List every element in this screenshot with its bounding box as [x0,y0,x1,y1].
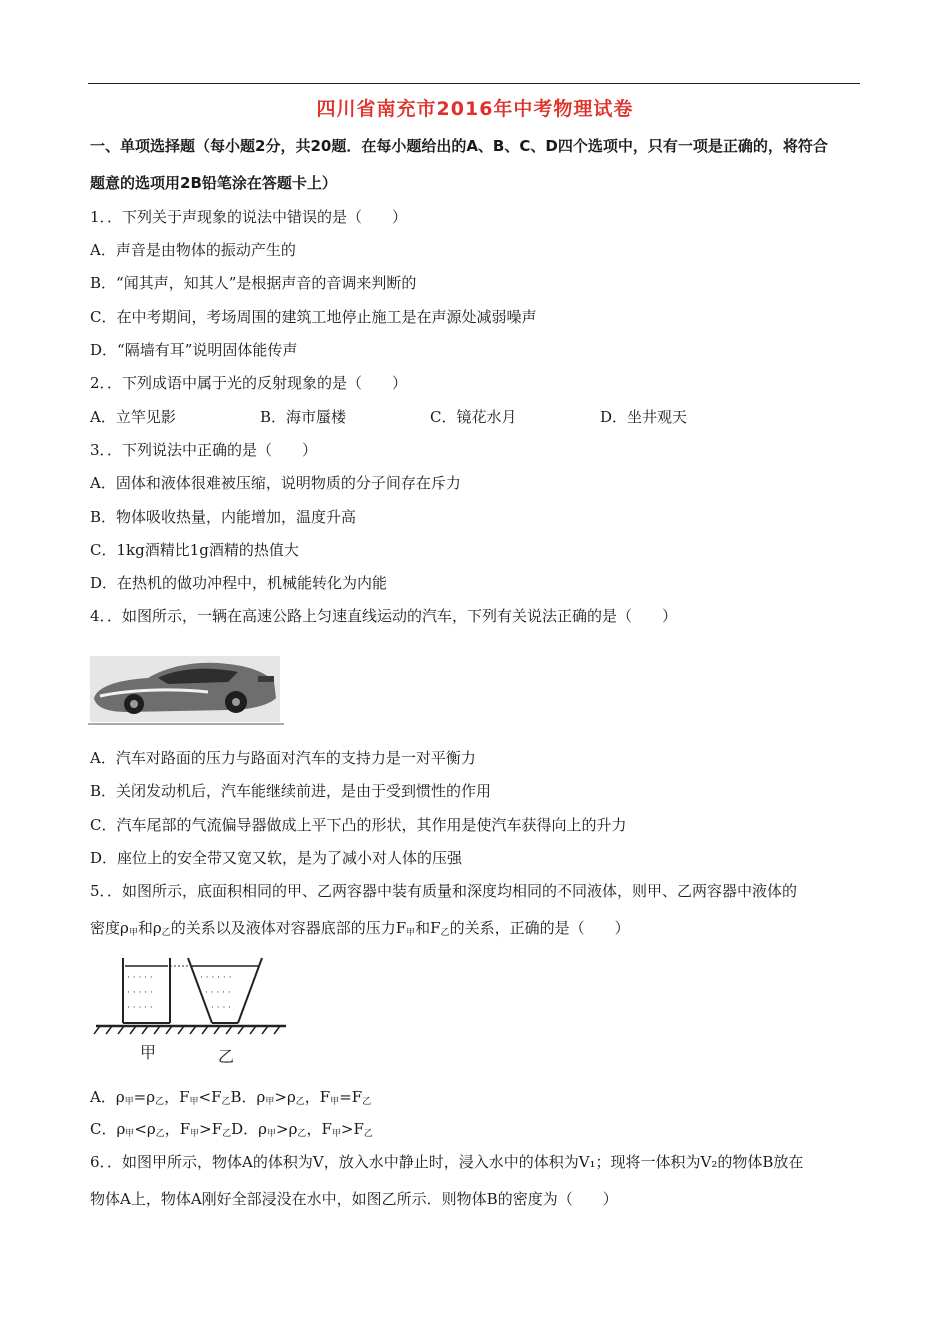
subscript-yi: 乙 [295,1097,305,1107]
q6-stem-line2: 物体A上，物体A刚好全部浸没在水中，如图乙所示．则物体B的密度为（ ） [90,1190,618,1208]
q1-option-a: A．声音是由物体的振动产生的 [90,241,296,259]
q2-stem: 2．．下列成语中属于光的反射现象的是（ ） [90,374,408,392]
section-heading-line2: 题意的选项用2B铅笔涂在答题卡上） [90,174,337,192]
q5-option-c-label: C．ρ [90,1120,126,1138]
q5-options-row2: C．$\rho_甲<\rho_乙$，$F_甲>F_乙D$．$\rho_甲>\rho_乙$，$F_甲>F_乙$ [90,1120,373,1139]
q5-stem-line1: 5．．如图所示，底面积相同的甲、乙两容器中装有质量和深度均相同的不同液体，则甲、乙两容器中液体的 [90,882,798,900]
q4-option-b: B．关闭发动机后，汽车能继续前进，是由于受到惯性的作用 [90,782,492,800]
subscript-jia: 甲 [189,1097,199,1107]
svg-text:· · · ·: · · · · [211,1003,232,1013]
subscript-yi: 乙 [222,1129,232,1139]
subscript-jia: 甲 [330,1097,340,1107]
q1-option-d: D．“隔墙有耳”说明固体能传声 [90,341,298,359]
q4-option-d: D．座位上的安全带又宽又软，是为了减小对人体的压强 [90,849,463,867]
q5-option-b-label: B．ρ [230,1088,266,1106]
subscript-yi: 乙 [362,1097,372,1107]
svg-text:· · · · · ·: · · · · · · [200,973,232,983]
subscript-jia: 甲 [406,928,416,938]
q5-options-row1: A．$\rho_甲=\rho_乙$，$F_甲<F_乙B$．$\rho_甲>\rho_乙$，$F_甲=F_乙$ [90,1088,372,1107]
header-rule [88,83,860,84]
q5-option-a-label: A．ρ [90,1088,125,1106]
q1-option-c: C．在中考期间，考场周围的建筑工地停止施工是在声源处减弱噪声 [90,308,537,326]
figure-label-yi: 乙 [218,1047,235,1066]
page-title: 四川省南充市2016年中考物理试卷 [316,98,634,120]
subscript-jia: 甲 [267,1129,277,1139]
q1-option-b: B．“闻其声，知其人”是根据声音的音调来判断的 [90,274,417,292]
subscript-yi: 乙 [221,1097,231,1107]
subscript-jia: 甲 [331,1129,341,1139]
q3-option-c: C．1kg酒精比1g酒精的热值大 [90,541,299,559]
subscript-yi: 乙 [155,1129,165,1139]
subscript-jia: 甲 [125,1129,135,1139]
q5-text-density: 密度ρ [90,919,129,937]
subscript-jia: 甲 [190,1129,200,1139]
q3-stem: 3．．下列说法中正确的是（ ） [90,441,318,459]
q2-option-c: C．镜花水月 [430,408,517,426]
subscript-jia: 甲 [265,1097,275,1107]
q4-option-a: A．汽车对路面的压力与路面对汽车的支持力是一对平衡力 [90,749,476,767]
q3-option-d: D．在热机的做功冲程中，机械能转化为内能 [90,574,388,592]
q5-text-force: 的关系以及液体对容器底部的压力F [170,919,407,937]
q3-option-a: A．固体和液体很难被压缩，说明物质的分子间存在斥力 [90,474,461,492]
figure-label-jia: 甲 [140,1043,157,1062]
subscript-yi: 乙 [155,1097,165,1107]
q5-text-relation: 的关系，正确的是（ ） [449,919,630,937]
car-figure [88,652,284,726]
q5-option-d-label: D．ρ [231,1120,268,1138]
svg-text:· · · · ·: · · · · · [127,988,153,998]
svg-text:· · · · ·: · · · · · [205,988,231,998]
q4-stem: 4．．如图所示，一辆在高速公路上匀速直线运动的汽车，下列有关说法正确的是（ ） [90,607,678,625]
containers-figure [90,950,290,1080]
q5-text-and-rho: 和ρ [137,919,162,937]
subscript-jia: 甲 [128,928,138,938]
svg-text:· · · · ·: · · · · · [127,973,153,983]
subscript-yi: 乙 [297,1129,307,1139]
q5-text-and-f: 和F [415,919,441,937]
subscript-yi: 乙 [440,928,450,938]
subscript-yi: 乙 [363,1129,373,1139]
q4-option-c: C．汽车尾部的气流偏导器做成上平下凸的形状，其作用是使汽车获得向上的升力 [90,816,627,834]
subscript-yi: 乙 [161,928,171,938]
section-heading-line1: 一、单项选择题（每小题2分，共20题．在每小题给出的A、B、C、D四个选项中，只有一项是正确的，将符合 [90,137,828,155]
q5-stem-line2 [90,918,630,943]
q1-stem: 1．．下列关于声现象的说法中错误的是（ ） [90,208,408,226]
q6-stem-line1: 6．．如图甲所示，物体A的体积为V，放入水中静止时，浸入水中的体积为V₁；现将一体积为V₂的物体B放在 [90,1153,804,1171]
q2-option-d: D．坐井观天 [600,408,688,426]
q3-option-b: B．物体吸收热量，内能增加，温度升高 [90,508,357,526]
subscript-jia: 甲 [124,1097,134,1107]
q2-option-a: A．立竿见影 [90,408,176,426]
q2-option-b: B．海市蜃楼 [260,408,347,426]
svg-text:· · · · ·: · · · · · [127,1003,153,1013]
